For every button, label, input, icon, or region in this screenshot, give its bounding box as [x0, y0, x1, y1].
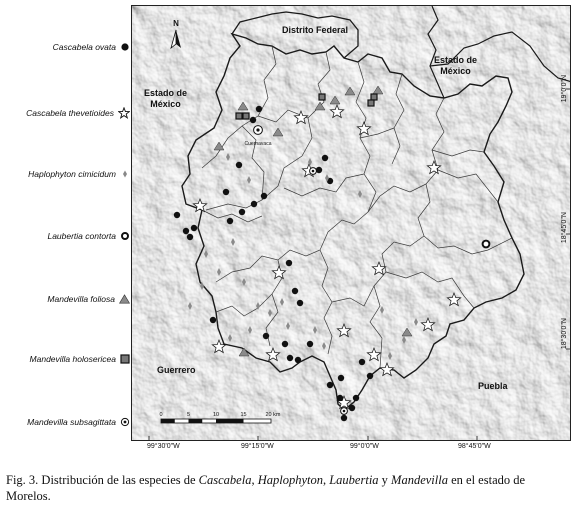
filled-circle-icon: [120, 42, 130, 52]
legend-label: Laubertia contorta: [47, 231, 116, 241]
scale-tick: 15: [240, 412, 247, 418]
legend-item-cascabela-thevetioides: [26, 107, 130, 119]
triangle-icon: [119, 294, 130, 304]
lon-label-99-15: 99°15'0"W: [241, 443, 274, 450]
caption-text: y: [378, 473, 392, 487]
open-star-icon: [118, 107, 130, 119]
lat-label-18-30: 18°30'0"N: [561, 318, 568, 350]
legend-item-mandevilla-foliosa: [47, 294, 130, 304]
scale-tick: 10: [212, 412, 220, 418]
dot-circle-icon: [120, 417, 130, 427]
legend-item-mandevilla-holosericea: [30, 354, 130, 364]
city-label: Cuernavaca: [244, 141, 272, 147]
puebla-label: Puebla: [478, 381, 508, 391]
caption-genus: Laubertia: [329, 473, 379, 487]
legend-item-haplophyton: [28, 169, 130, 179]
legend-label: Mandevilla holosericea: [29, 354, 116, 364]
caption-text: ,: [322, 473, 330, 487]
north-label: N: [173, 19, 179, 28]
caption-text: ,: [251, 473, 258, 487]
morelos-map: [131, 5, 571, 441]
map-canvas: [132, 6, 571, 441]
caption-genus: Mandevilla: [391, 473, 448, 487]
caption-genus: Haplophyton: [257, 473, 323, 487]
caption-text: en el estado de Morelos.: [6, 473, 526, 503]
lon-label-99-00: 99°0'0"W: [350, 443, 379, 450]
legend-label: Cascabela ovata: [52, 42, 116, 52]
lat-label-19: 19°0'0"N: [561, 75, 568, 103]
legend-label: Haplophyton cimicidum: [28, 169, 116, 179]
square-icon: [120, 354, 130, 364]
guerrero-label: Guerrero: [157, 365, 196, 375]
caption-genus: Cascabela: [198, 473, 252, 487]
caption-text: Fig. 3. Distribución de las especies de: [6, 473, 199, 487]
legend-item-cascabela-ovata: [53, 42, 130, 52]
ring-icon: [120, 231, 130, 241]
figure-caption: [6, 472, 568, 504]
map-legend: [0, 0, 130, 460]
distrito-federal-label: Distrito Federal: [282, 25, 349, 35]
diamond-icon: [120, 169, 130, 179]
scale-tick: 0: [159, 412, 163, 418]
legend-label: Cascabela thevetioides: [26, 108, 114, 118]
lon-label-98-45: 98°45'0"W: [458, 443, 491, 450]
scale-tick: 20 km: [265, 412, 281, 418]
legend-label: Mandevilla subsagittata: [27, 417, 116, 427]
lon-label-99-30: 99°30'0"W: [147, 443, 180, 450]
estado-mexico-right-label: Estado de México: [434, 55, 478, 76]
lat-label-18-45: 18°45'0"N: [561, 212, 568, 244]
estado-mexico-left-label: Estado de México: [144, 88, 188, 109]
scale-tick: 5: [186, 412, 191, 418]
laubertia-record: [483, 241, 490, 248]
legend-item-mandevilla-subsagittata: [27, 417, 130, 427]
legend-label: Mandevilla foliosa: [47, 294, 115, 304]
legend-item-laubertia: [47, 231, 130, 241]
